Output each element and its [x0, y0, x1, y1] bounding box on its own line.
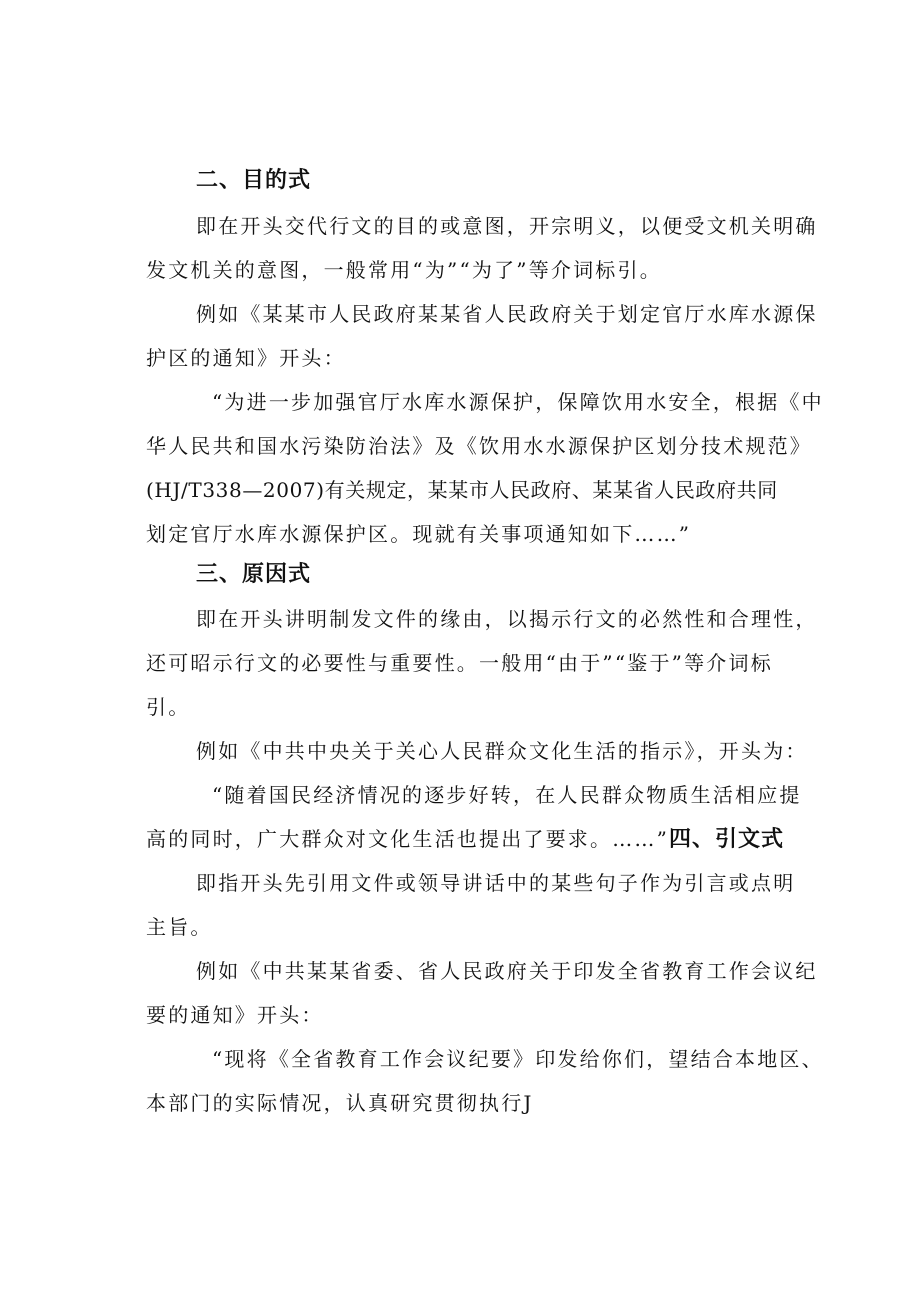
section-heading-purpose: 二、目的式	[196, 168, 312, 193]
paragraph-line: 例如《中共中央关于关心人民群众文化生活的指示》，开头为：	[196, 739, 808, 763]
quote-line: “为进一步加强官厅水库水源保护，保障饮用水安全，根据《中	[212, 390, 824, 414]
paragraph-line: 例如《中共某某省委、省人民政府关于印发全省教育工作会议纪	[196, 959, 818, 983]
quote-line: (HJ/T338—2007)有关规定，某某市人民政府、某某省人民政府共同	[146, 478, 778, 502]
section-heading-cause: 三、原因式	[196, 562, 312, 587]
paragraph-line: 例如《某某市人民政府某某省人民政府关于划定官厅水库水源保	[196, 302, 818, 326]
section-heading-citation: 四、引文式	[669, 827, 785, 852]
quote-line	[146, 826, 784, 853]
paragraph-line: 发文机关的意图，一般常用“为”“为了”等介词标引。	[146, 258, 662, 282]
quote-line: 本部门的实际情况，认真研究贯彻执行J	[146, 1091, 534, 1115]
paragraph-line: 要的通知》开头：	[146, 1003, 324, 1027]
quote-line: 划定官厅水库水源保护区。现就有关事项通知如下……”	[146, 522, 692, 546]
paragraph-line: 即在开头交代行文的目的或意图，开宗明义，以便受文机关明确	[196, 214, 818, 238]
paragraph-line: 即指开头先引用文件或领导讲话中的某些句子作为引言或点明	[196, 871, 796, 895]
quote-text: 高的同时，广大群众对文化生活也提出了要求。……”	[146, 827, 670, 851]
quote-line: “随着国民经济情况的逐步好转，在人民群众物质生活相应提	[212, 783, 802, 807]
paragraph-line: 即在开头讲明制发文件的缘由，以揭示行文的必然性和合理性，	[196, 607, 818, 631]
paragraph-line: 还可昭示行文的必要性与重要性。一般用“由于”“鉴于”等介词标	[146, 651, 773, 675]
paragraph-line: 护区的通知》开头：	[146, 346, 346, 370]
paragraph-line: 主旨。	[146, 915, 213, 939]
quote-line: 华人民共和国水污染防治法》及《饮用水水源保护区划分技术规范》	[146, 434, 812, 458]
quote-line: “现将《全省教育工作会议纪要》印发给你们，望结合本地区、	[212, 1047, 824, 1071]
paragraph-line: 引。	[146, 695, 191, 719]
